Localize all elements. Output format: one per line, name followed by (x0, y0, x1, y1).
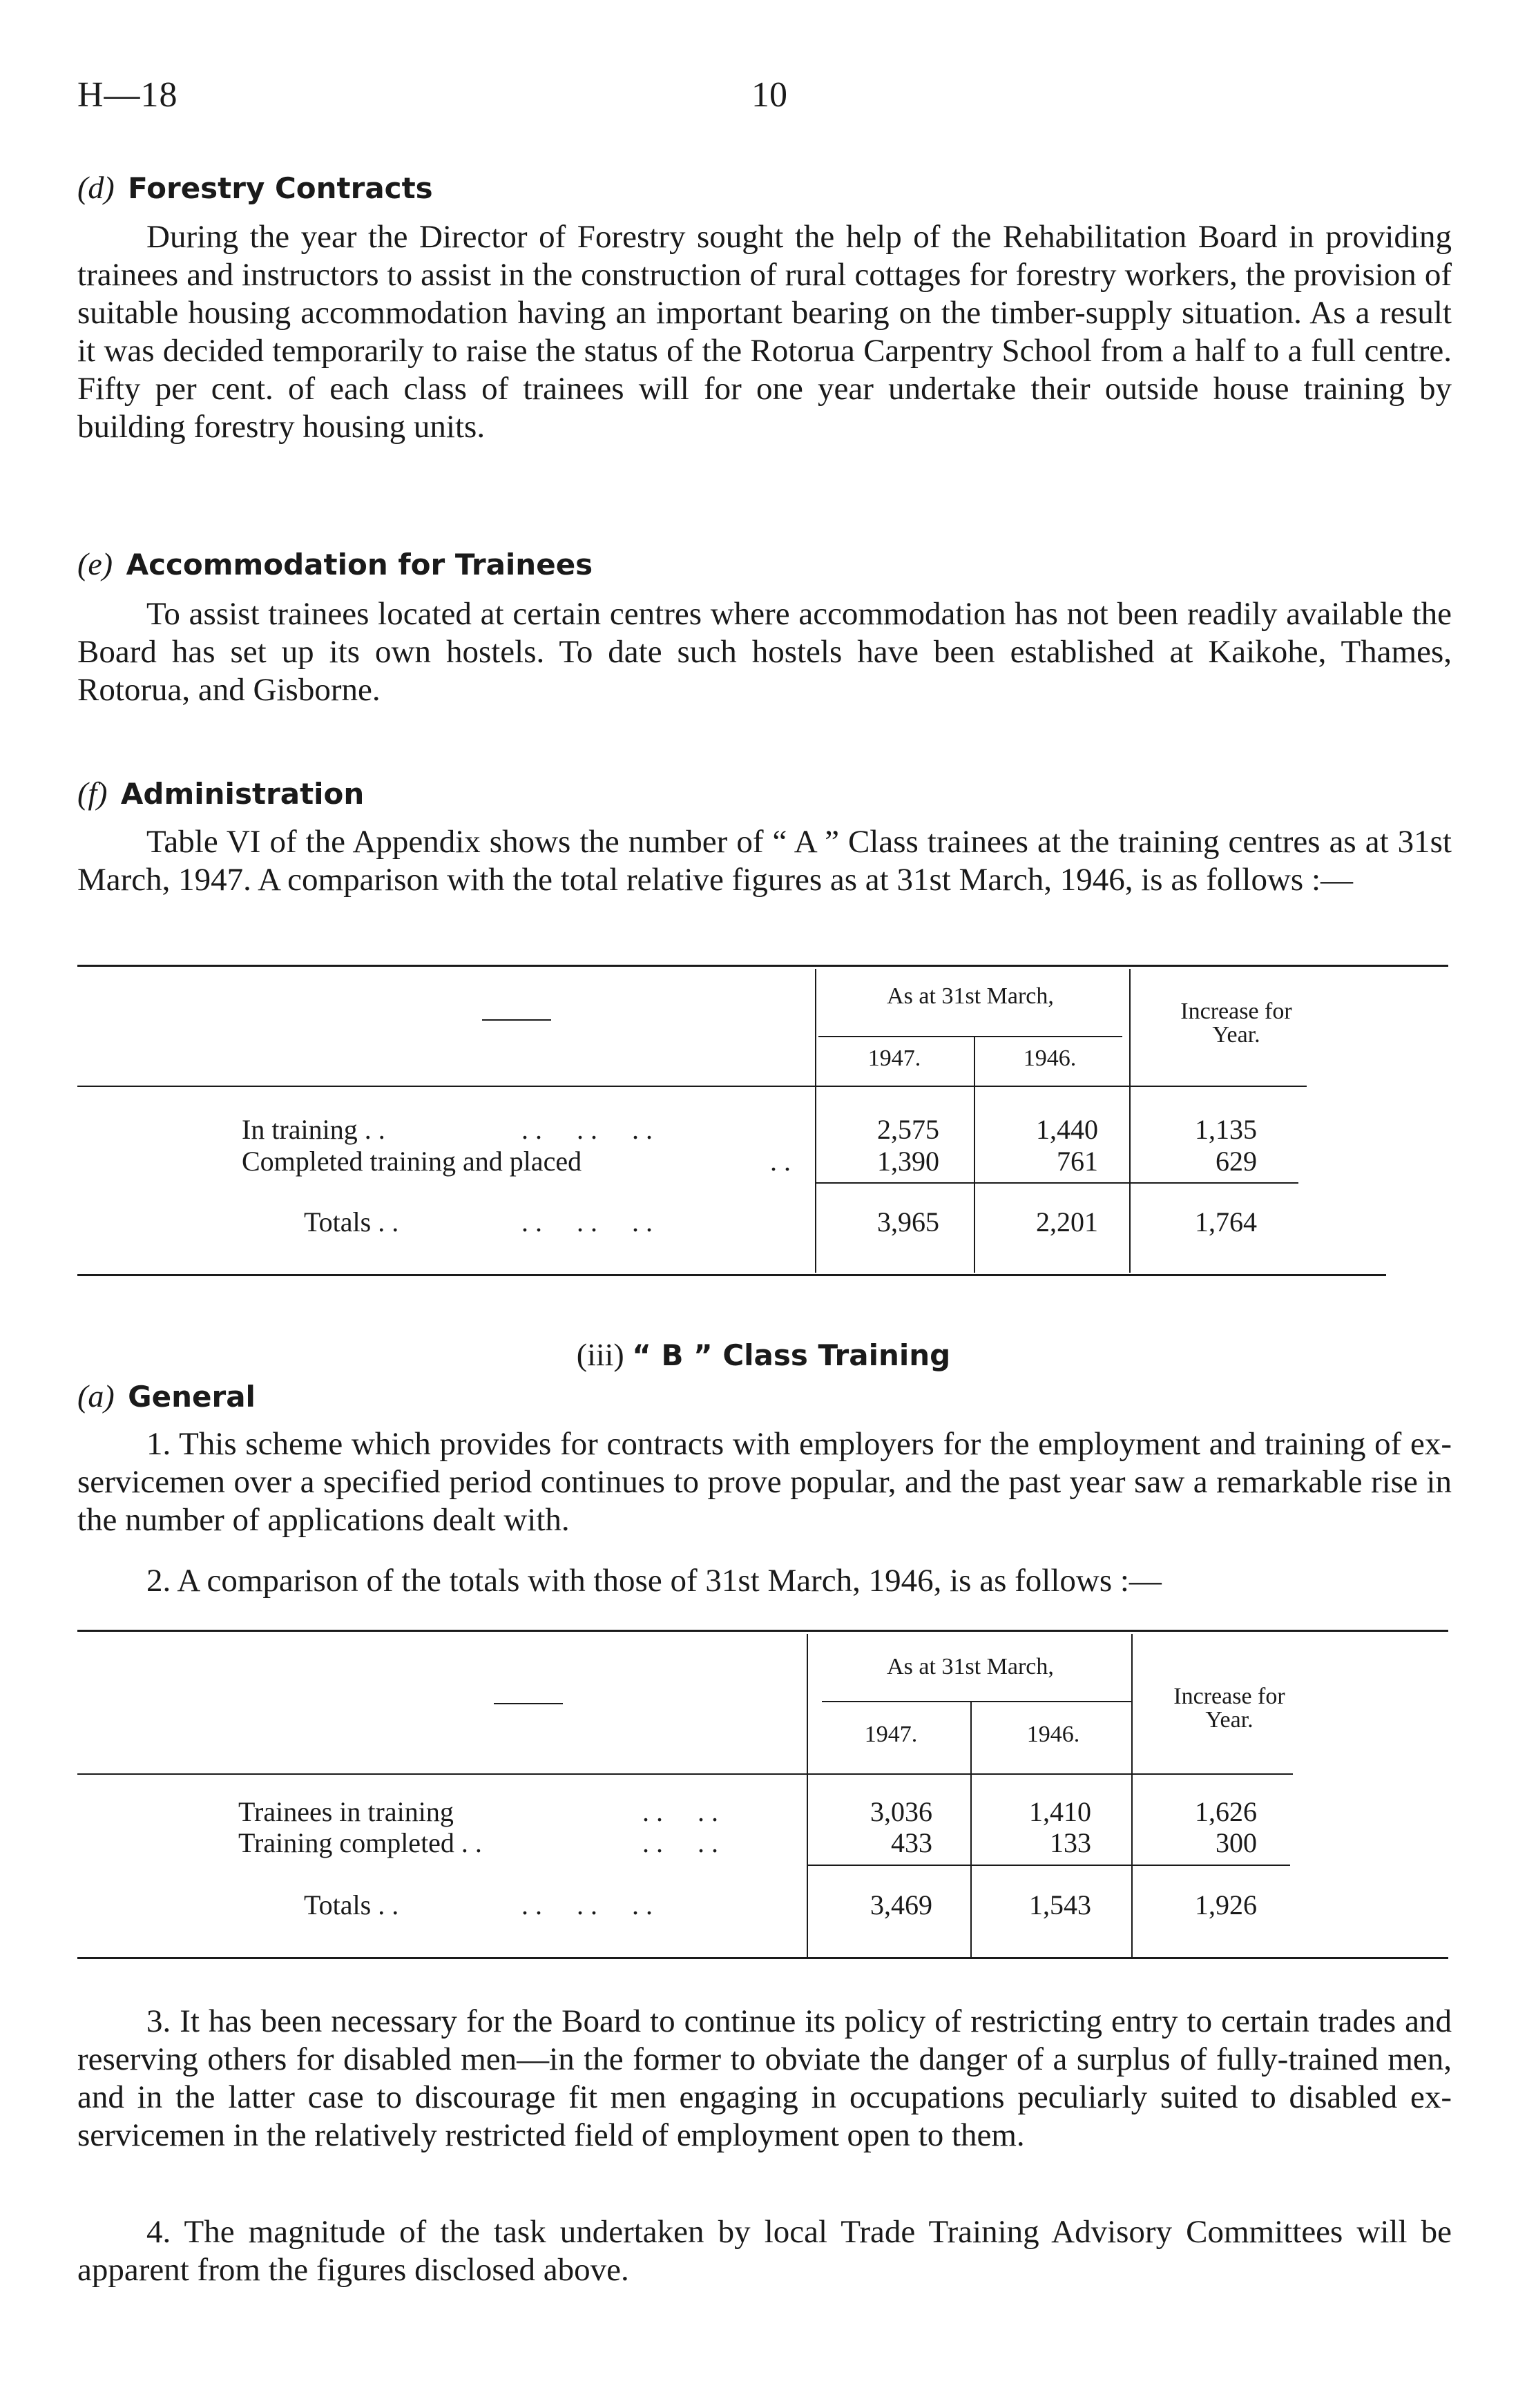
col-divider (1129, 969, 1131, 1273)
section-letter: (f) (77, 776, 108, 811)
total-1947: 3,965 (877, 1206, 939, 1237)
total-1946: 1,543 (1029, 1889, 1091, 1920)
section-heading-administration (77, 775, 364, 811)
group-header: As at 31st March, (887, 1654, 1054, 1679)
value-1946: 761 (1057, 1146, 1098, 1177)
col-divider (807, 1634, 808, 1958)
col-increase-header: Increase for Year. (1180, 999, 1292, 1048)
section-letter: (d) (77, 170, 115, 205)
total-increase: 1,926 (1195, 1889, 1257, 1920)
totals-rule (815, 1182, 1298, 1184)
row-dots: . . (770, 1146, 791, 1177)
section-letter: (a) (77, 1378, 115, 1414)
general-paragraph-2: 2. A comparison of the totals with those of 31st March, 1946, is as follows :— (146, 1563, 1162, 1599)
value-1947: 1,390 (877, 1146, 939, 1177)
row-dots: . . . . . . (521, 1206, 653, 1237)
total-1946: 2,201 (1036, 1206, 1098, 1237)
value-1946: 1,440 (1036, 1114, 1098, 1145)
section-letter: (e) (77, 546, 113, 581)
row-label: Completed training and placed (242, 1146, 582, 1177)
value-1947: 3,036 (870, 1796, 932, 1827)
value-increase: 629 (1216, 1146, 1257, 1177)
general-paragraph-1: 1. This scheme which provides for contracts with employers for the employment and training of ex-servicemen over a specified period continues to prove popular, and the past year saw a remarkable rise in the number of applications dealt with. (77, 1426, 1452, 1538)
document-reference: H—18 (77, 75, 178, 115)
value-increase: 300 (1216, 1827, 1257, 1858)
col-divider (1131, 1634, 1133, 1958)
totals-label: Totals . . (304, 1206, 399, 1237)
general-paragraph-4: 4. The magnitude of the task undertaken by local Trade Training Advisory Committees will be apparent from the figures disclosed above. (77, 2214, 1452, 2288)
forestry-paragraph: During the year the Director of Forestry sought the help of the Rehabilitation Board in providing trainees and instructors to assist in the construction of rural cottages for forestry workers, the provision of suitable housing accommodation having an important bearing on the timber-supply situation. As a result it was decided temporarily to raise the status of the Rotorua Carpentry School from a half to a full centre. Fifty per cent. of each class of trainees will for one year undertake their outside house training by building forestry housing units. (77, 219, 1452, 445)
section-title: Administration (120, 777, 365, 811)
total-increase: 1,764 (1195, 1206, 1257, 1237)
stub-dash (494, 1703, 563, 1704)
section-heading-forestry (77, 169, 433, 206)
section-title: Forestry Contracts (128, 171, 433, 205)
row-label: Training completed . . (238, 1827, 482, 1858)
col-1946-header: 1946. (1026, 1722, 1080, 1747)
row-dots: . . . . (642, 1796, 718, 1827)
general-paragraph-3: 3. It has been necessary for the Board to continue its policy of restricting entry to certain trades and reserving others for disabled men—in the former to obviate the danger of a surplus of fully-trained men, and in the latter case to discourage fit men engaging in occupations peculiarly suited to disabled ex-servicemen in the relatively restricted field of employment open to them. (77, 2003, 1452, 2153)
totals-rule (807, 1865, 1290, 1866)
section-title: General (128, 1380, 256, 1414)
col-increase-header: Increase for Year. (1173, 1684, 1285, 1733)
header-bottom-rule (77, 1086, 1307, 1087)
value-1946: 1,410 (1029, 1796, 1091, 1827)
row-dots: . . . . . . (521, 1114, 653, 1145)
value-increase: 1,135 (1195, 1114, 1257, 1145)
row-label: Trainees in training (238, 1796, 454, 1827)
stub-dash (482, 1019, 551, 1021)
col-1946-header: 1946. (1023, 1046, 1077, 1071)
value-1946: 133 (1050, 1827, 1091, 1858)
row-dots: . . . . (642, 1827, 718, 1858)
col-divider (970, 1701, 972, 1958)
page-number: 10 (751, 75, 787, 115)
part-title: “ B ” Class Training (632, 1338, 951, 1372)
table-top-rule (77, 1630, 1448, 1632)
accommodation-paragraph: To assist trainees located at certain centres where accommodation has not been readily available the Board has set up its own hostels. To date such hostels have been established at Kaikohe, Thames, Rotorua, and Gisborne. (77, 596, 1452, 708)
administration-paragraph: Table VI of the Appendix shows the number of “ A ” Class trainees at the training centres as at 31st March, 1947. A comparison with the total relative figures as at 31st March, 1946, is as follows :— (77, 824, 1452, 898)
col-1947-header: 1947. (864, 1722, 918, 1747)
value-1947: 2,575 (877, 1114, 939, 1145)
row-dots: . . . . . . (521, 1889, 653, 1920)
table-bottom-rule (77, 1957, 1448, 1959)
header-bottom-rule (77, 1773, 1293, 1775)
col-1947-header: 1947. (867, 1046, 921, 1071)
section-title: Accommodation for Trainees (126, 548, 593, 581)
section-heading-accommodation (77, 546, 593, 582)
group-header: As at 31st March, (887, 983, 1054, 1009)
section-heading-general (77, 1378, 256, 1414)
col-divider (815, 969, 816, 1273)
totals-label: Totals . . (304, 1889, 399, 1920)
group-underline (822, 1701, 1133, 1702)
row-label: In training . . (242, 1114, 385, 1145)
col-divider (974, 1036, 975, 1273)
group-underline (818, 1036, 1122, 1037)
part-heading-b-class (0, 1336, 1527, 1373)
value-increase: 1,626 (1195, 1796, 1257, 1827)
value-1947: 433 (891, 1827, 932, 1858)
part-numeral: (iii) (576, 1337, 624, 1372)
table-top-rule (77, 965, 1448, 967)
total-1947: 3,469 (870, 1889, 932, 1920)
table-bottom-rule (77, 1274, 1386, 1276)
